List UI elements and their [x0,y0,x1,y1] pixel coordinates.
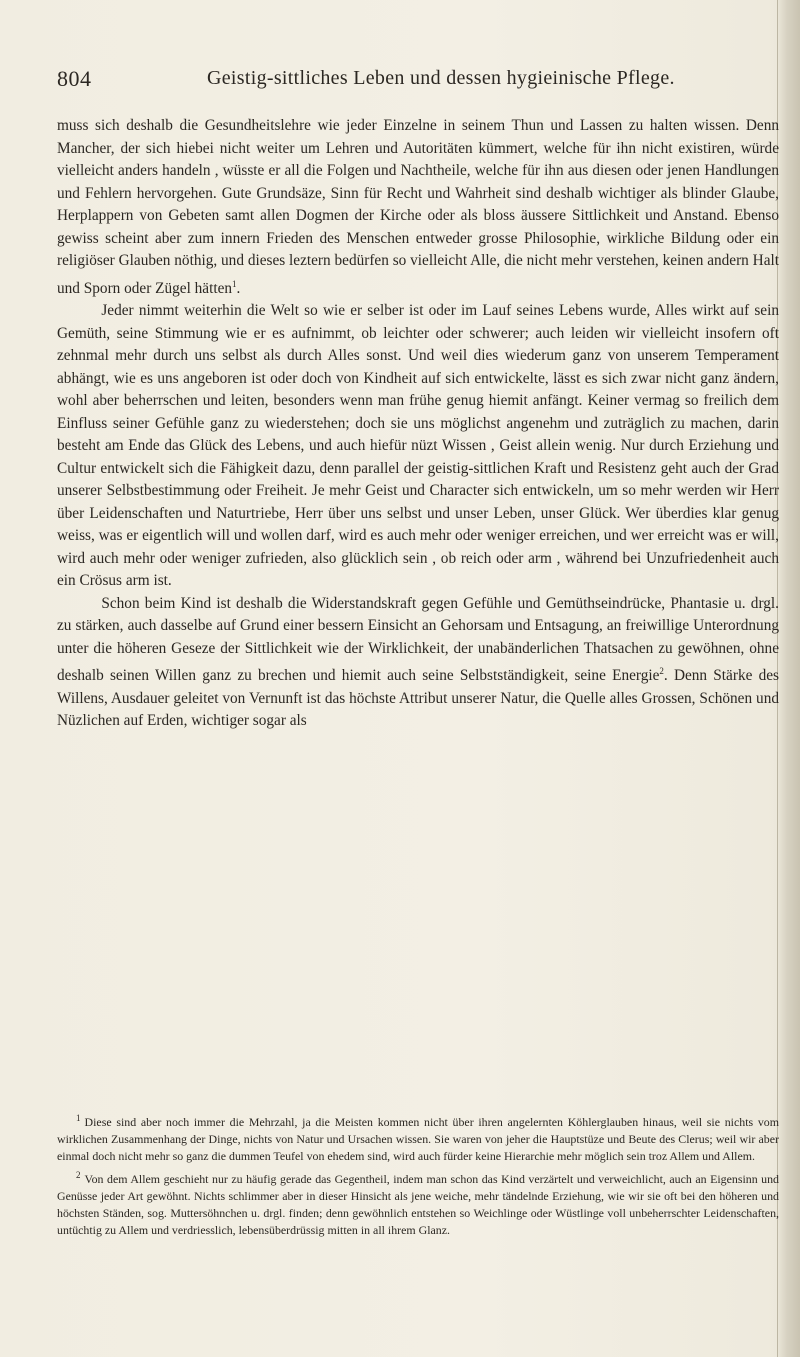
footnote-mark: 1 [76,1113,81,1123]
paragraph-text: muss sich deshalb die Gesundheitslehre wie jeder Einzelne in seinem Thun und Lassen zu halten wissen. Denn Mancher, der sich hiebei nicht weiter um Lehren und Autoritäten kümmert, welche für ihn nicht existiren, würde vielleicht anders handeln , wüsste er all die Folgen und Nachtheile, welche für ihn aus diesen oder jenen Handlungen und Fehlern hervorgehen. Gute Grundsäze, Sinn für Recht und Wahrheit sind deshalb wichtiger als blinder Glaube, Herplappern von Gebeten samt allen Dogmen der Kirche oder als bloss äussere Sittlichkeit und Anstand. Ebenso gewiss scheint aber zum innern Frieden des Menschen entweder grosse Philosophie, wirkliche Bildung oder ein religiöser Glauben nöthig, und dieses leztern bedürfen so vielleicht Alle, die nicht mehr verstehen, keinen andern Halt und Sporn oder Zügel hätten [57,117,779,297]
footnote-text: Von dem Allem geschieht nur zu häufig gerade das Gegentheil, indem man schon das Kind verzärtelt und verweichlicht, auch an Eigensinn und Genüsse jeder Art gewöhnt. Nichts schlimmer aber in dieser Hinsicht als jene weiche, mehr tändelnde Erziehung, wie wir sie oft bei den höheren und höchsten Ständen, sog. Muttersöhnchen u. drgl. finden; denn gewöhnlich entstehen so Weichlinge oder Wüstlinge voll unbeherrschter Leidenschaften, untüchtig zu Allem und verdriesslich, lebensüberdrüssig mitten in all ihrem Glanz. [57,1172,779,1237]
paragraph-text: Jeder nimmt weiterhin die Welt so wie er selber ist oder im Lauf seines Lebens wurde, Alles wirkt auf sein Gemüth, seine Stimmung wie er es aufnimmt, ob leichter oder schwerer; auch leiden wir vielleicht insofern oft zehnmal mehr durch uns selbst als durch Alles sonst. Und weil dies wiederum ganz von unserem Temperament abhängt, wie es uns angeboren ist oder doch von Kindheit auf sich entwickelte, lässt es sich zwar nicht ganz ändern, wohl aber beherrschen und leiten, besonders wenn man frühe genug hiemit anfängt. Keiner vermag so freilich dem Einfluss seiner Gefühle ganz zu wiederstehen; doch sie uns möglichst angenehm und zuträglich zu machen, darin besteht am Ende das Glück des Lebens, und auch hiefür nüzt Wissen , Geist allein wenig. Nur durch Erziehung und Cultur entwickelt sich die Fähigkeit dazu, denn parallel der geistig-sittlichen Kraft und Resistenz geht auch der Grad unserer Selbstbestimmung oder Freiheit. Je mehr Geist und Character sich entwickeln, um so mehr werden wir Herr über Leidenschaften und Naturtriebe, Herr über uns selbst und unser Leben, unser Glück. Wer überdies klar genug weiss, was er eigentlich will und wollen darf, wird es auch mehr oder weniger erreichen, und wer erreicht was er will, wird auch mehr oder weniger zufrieden, also glücklich sein , ob reich oder arm , während bei Unzufriedenheit auch ein Crösus arm ist. [57,302,779,589]
footnotes [57,1110,779,1242]
footnote-text: Diese sind aber noch immer die Mehrzahl, ja die Meisten kommen nicht über ihren angelernten Köhlerglauben hinaus, weil sie nichts vom wirklichen Zusammenhang der Dinge, nichts von Natur und Ursachen wissen. Sie waren von jeher die Hauptstüze und Beute des Clerus; weil wir aber einmal doch nicht mehr so ganz die dummen Teufel von ehedem sind, wird auch fürder keine Hierarchie mehr möglich sein troz Allem und Allem. [57,1115,779,1163]
paragraph-1 [57,115,779,300]
paragraph-tail: . Denn Stärke des Willens, Ausdauer geleitet von Vernunft ist das höchste Attribut unserer Natur, die Quelle alles Grossen, Schönen und Nüzlichen auf Erden, wichtiger sogar als [57,667,779,729]
footnote-1 [57,1110,779,1164]
footnote-2 [57,1167,779,1238]
paragraph-3 [57,593,779,733]
footnote-mark: 2 [76,1170,81,1181]
paragraph-text: Schon beim Kind ist deshalb die Widerstandskraft gegen Gefühle und Gemüthseindrücke, Phantasie u. drgl. zu stärken, auch dasselbe auf Grund einer bessern Einsicht an Gehorsam und Entsagung, an freiwillige Unterordnung unter die höheren Geseze der Sittlichkeit wie der Wirklichkeit, der unabänderlichen Thatsachen zu gewöhnen, ohne deshalb seinen Willen ganz zu brechen und hiemit auch seine Selbstständigkeit, seine Energie [57,594,779,684]
page-number: 804 [57,66,92,91]
footnote-ref-2: 2 [659,666,664,676]
page-header [57,66,781,96]
body-text [57,115,779,733]
paragraph-2 [57,300,779,593]
paragraph-tail: . [236,279,241,297]
footnote-ref-1: 1 [232,278,237,289]
page-edge [777,0,800,1357]
running-head: Geistig-sittliches Leben und dessen hygieinische Pflege. [207,67,675,89]
